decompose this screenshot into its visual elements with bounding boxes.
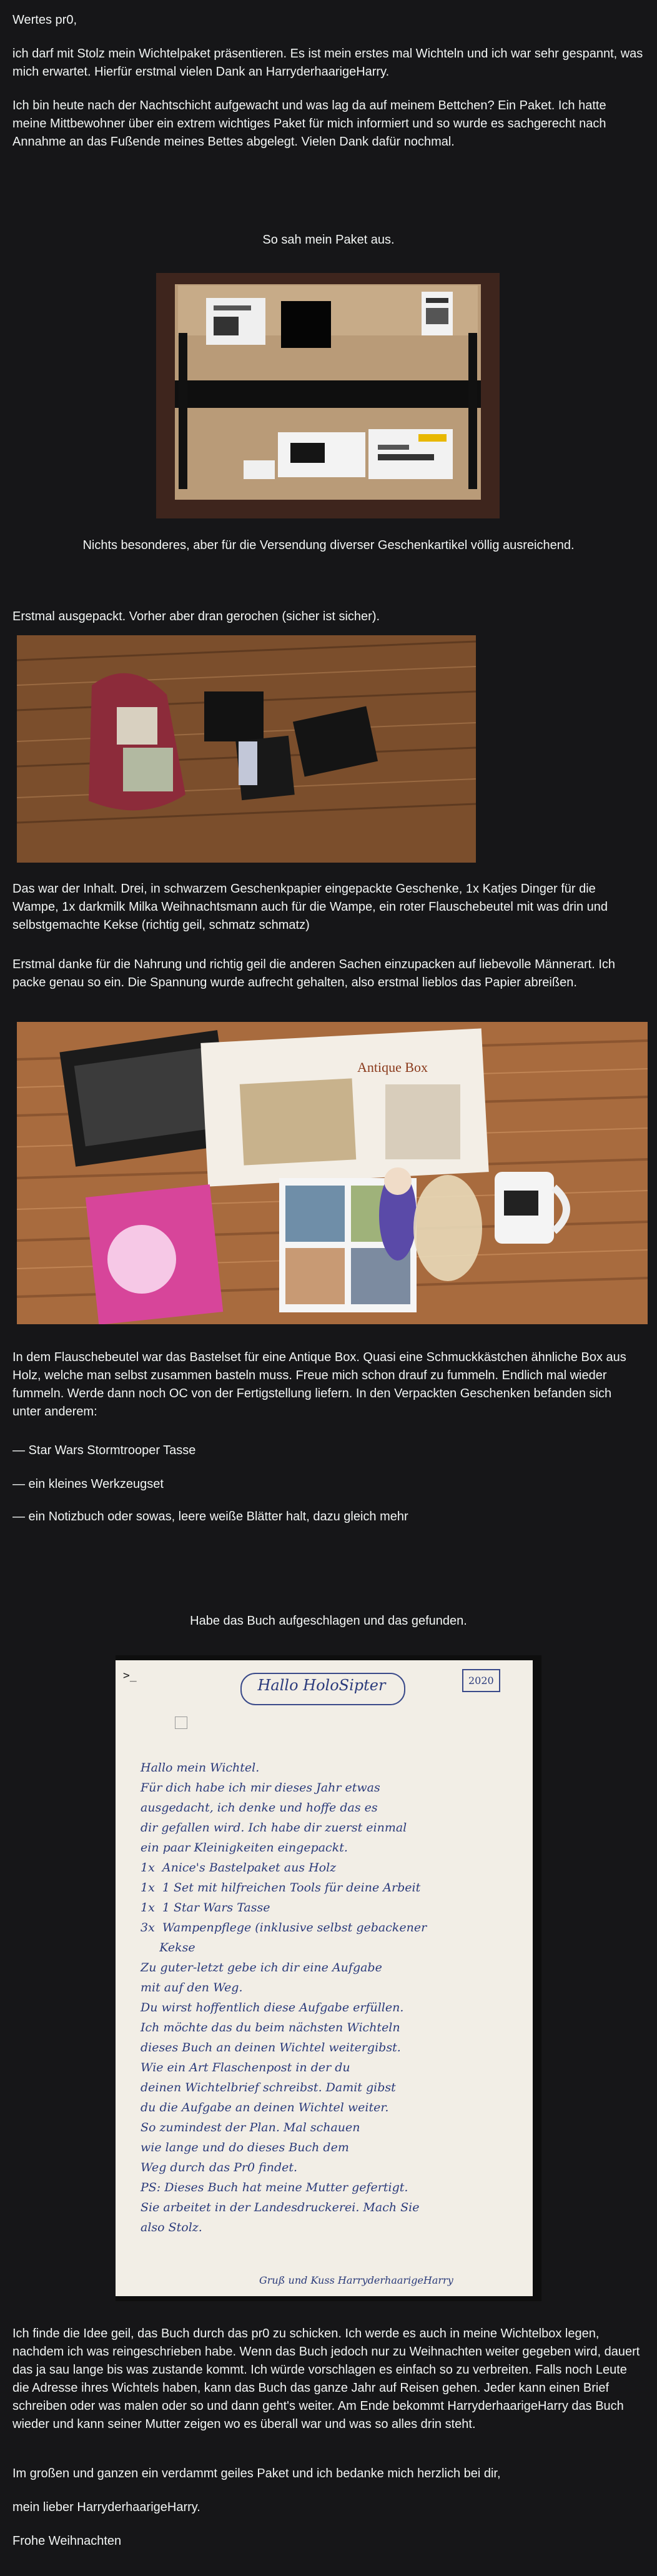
package-comment: Nichts besonderes, aber für die Versendung diverser Geschenkartikel völlig ausreichend. <box>82 538 575 552</box>
gifts-overview-photo <box>17 1022 648 1324</box>
letter-line: Weg durch das Pr0 findet. <box>141 2161 298 2174</box>
letter-line: deinen Wichtelbrief schreibst. Damit gibst <box>141 2081 396 2094</box>
letter-line: 3x Wampenpflege (inklusive selbst gebackener <box>141 1921 427 1934</box>
idea-paragraph: Ich finde die Idee geil, das Buch durch das pr0 zu schicken. Ich werde es auch in meine Wichtelbox legen, nachdem ich was reingeschrieben habe. Wenn das Buch jedoch nur zu Weihnachten weiter gegeben wird, dauert das ja sau lange bis was zustande kommt. Ich würde vorschlagen es einfach so zu verbreiten. Falls noch Leute die Adresse ihres Wichtels haben, kann das Buch das ganze Jahr auf Reisen gehen. Jeder kann einen Brief schreiben oder was malen oder so und dann geht's weiter. Am Ende bekommt HarryderhaarigeHarry das Buch wieder und kann seiner Mutter zeigen wo es überall war und was so alles drin steht. <box>12 2327 640 2431</box>
contents-paragraph: Das war der Inhalt. Drei, in schwarzem Geschenkpapier eingepackte Geschenke, 1x Katjes Dinger für die Wampe, 1x darkmilk Milka Weihnachtsmann auch für die Wampe, ein roter Flauschebeutel mit was drin und selbstgemachte Kekse (richtig geil, schmatz schmatz) <box>12 882 608 932</box>
letter-page <box>116 1660 533 2296</box>
prompt-glyph: >_ <box>123 1669 137 1682</box>
letter-line: Kekse <box>141 1941 195 1954</box>
list-item-3: — ein Notizbuch oder sowas, leere weiße Blätter halt, dazu gleich mehr <box>12 1510 408 1523</box>
letter-line: Für dich habe ich mir dieses Jahr etwas <box>141 1781 380 1795</box>
letter-line: 1x Anice's Bastelpaket aus Holz <box>141 1861 337 1875</box>
letter-line: du die Aufgabe an deinen Wichtel weiter. <box>141 2101 389 2114</box>
letter-line: ein paar Kleinigkeiten eingepackt. <box>141 1841 348 1855</box>
letter-line: dieses Buch an deinen Wichtel weitergibst. <box>141 2041 401 2054</box>
letter-line: ausgedacht, ich denke und hoffe das es <box>141 1801 378 1815</box>
greeting: Wertes pr0, <box>12 13 77 27</box>
letter-text <box>141 1758 521 2237</box>
antique-box-label: Antique Box <box>357 1059 428 1075</box>
letter-line: 1x 1 Set mit hilfreichen Tools für deine Arbeit <box>141 1881 421 1895</box>
letter-line: also Stolz. <box>141 2221 202 2234</box>
stamp-icon <box>175 1717 187 1729</box>
letter-line: Sie arbeitet in der Landesdruckerei. Mach Sie <box>141 2201 420 2214</box>
letter-line: 1x 1 Star Wars Tasse <box>141 1901 270 1915</box>
package-photo <box>156 273 500 518</box>
closing-line-1: Im großen und ganzen ein verdammt geiles Paket und ich bedanke mich herzlich bei dir, <box>12 2467 501 2480</box>
thanks-food-paragraph: Erstmal danke für die Nahrung und richtig geil die anderen Sachen einzupacken auf liebevolle Männerart. Ich packe genau so ein. Die Spannung wurde aufrecht gehalten, also erstmal lieblos das Papier abreißen. <box>12 958 616 989</box>
package-caption: So sah mein Paket aus. <box>262 233 395 247</box>
letter-year: 2020 <box>462 1669 500 1692</box>
signoff: Frohe Weihnachten <box>12 2534 122 2548</box>
letter-photo <box>116 1655 541 2301</box>
book-caption: Habe das Buch aufgeschlagen und das gefunden. <box>190 1614 467 1628</box>
letter-line: Ich möchte das du beim nächsten Wichteln <box>141 2021 400 2034</box>
letter-line: dir gefallen wird. Ich habe dir zuerst einmal <box>141 1821 407 1835</box>
closing-line-2: mein lieber HarryderhaarigeHarry. <box>12 2500 200 2514</box>
letter-line: Du wirst hoffentlich diese Aufgabe erfüllen. <box>141 2001 404 2014</box>
unpacked-gifts-photo <box>17 635 476 863</box>
list-item-1: — Star Wars Stormtrooper Tasse <box>12 1444 196 1457</box>
letter-signature: Gruß und Kuss HarryderhaarigeHarry <box>259 2274 453 2286</box>
letter-line: wie lange und do dieses Buch dem <box>141 2141 349 2154</box>
letter-line: Zu guter-letzt gebe ich dir eine Aufgabe <box>141 1961 382 1974</box>
bastelset-paragraph: In dem Flauschebeutel war das Bastelset für eine Antique Box. Quasi eine Schmuckkästchen ähnliche Box aus Holz, welche man selbst zusammen basteln muss. Freue mich schon drauf zu fummeln. Endlich mal wieder fummeln. Werde dann noch OC von der Fertigstellung liefern. In den Verpackten Geschenken befanden sich unter anderem: <box>12 1350 626 1419</box>
letter-title: Hallo HoloSipter <box>257 1677 386 1694</box>
letter-line: Wie ein Art Flaschenpost in der du <box>141 2061 350 2074</box>
letter-line: mit auf den Weg. <box>141 1981 243 1994</box>
letter-line: Hallo mein Wichtel. <box>141 1761 260 1775</box>
letter-line: So zumindest der Plan. Mal schauen <box>141 2121 360 2134</box>
wakeup-paragraph: Ich bin heute nach der Nachtschicht aufgewacht und was lag da auf meinem Bettchen? Ein Paket. Ich hatte meine Mittbewohner über ein extrem wichtiges Paket für mich informiert und so wurde es sachgerecht nach Annahme an das Fußende meines Bettes abgelegt. Vielen Dank dafür nochmal. <box>12 99 606 149</box>
intro-paragraph: ich darf mit Stolz mein Wichtelpaket präsentieren. Es ist mein erstes mal Wichteln und ich war sehr gespannt, was mich erwartet. Hierfür erstmal vielen Dank an HarryderhaarigeHarry. <box>12 47 643 79</box>
list-item-2: — ein kleines Werkzeugset <box>12 1477 164 1491</box>
letter-line: PS: Dieses Buch hat meine Mutter gefertigt. <box>141 2181 408 2194</box>
unpacked-text: Erstmal ausgepackt. Vorher aber dran gerochen (sicher ist sicher). <box>12 610 380 623</box>
